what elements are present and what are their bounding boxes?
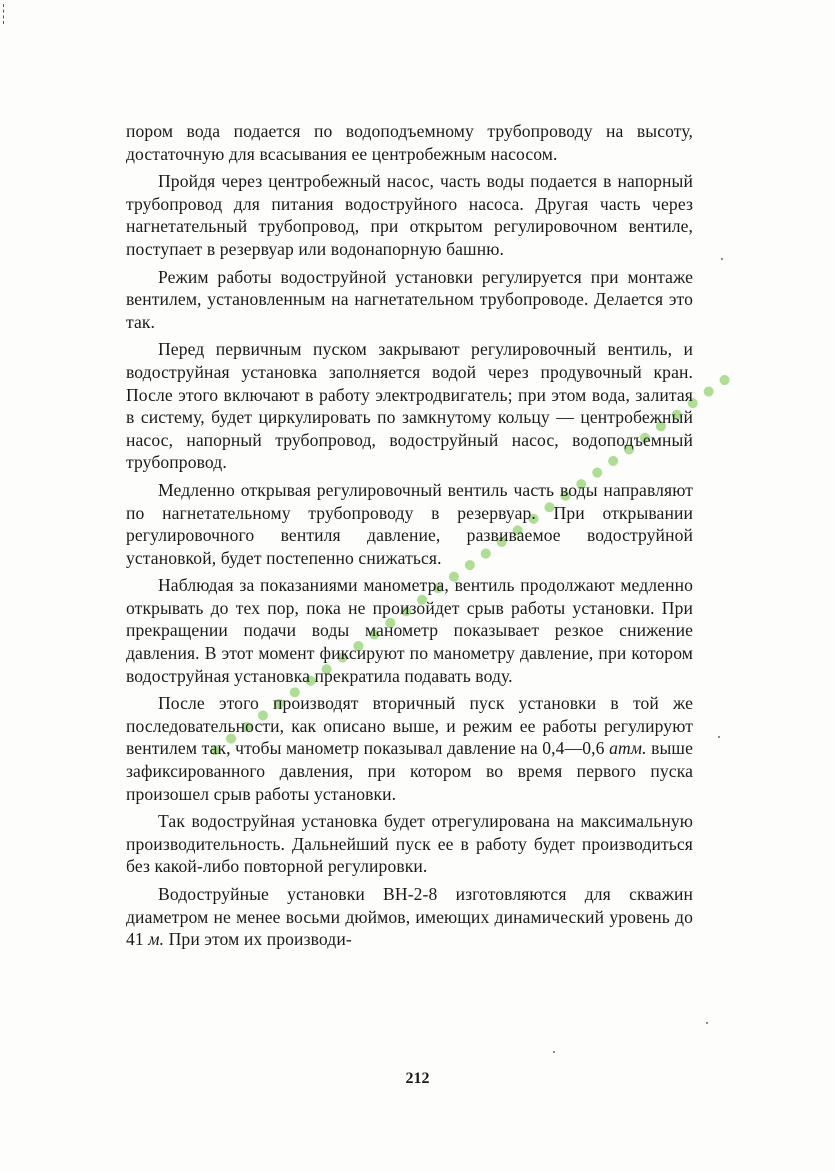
paragraph-2: Пройдя через центробежный насос, часть воды подается в напорный трубопровод для питания водоструйного насоса. Другая часть через нагнетательный трубопровод, при открытом регулировочном вентиле, поступает в резервуар или водонапорную башню. xyxy=(126,171,693,259)
page-number: 212 xyxy=(405,1070,430,1087)
scan-speck xyxy=(553,1051,555,1053)
paragraph-6: Наблюдая за показаниями манометра, вентиль продолжают медленно открывать до тех пор, пока не произойдет срыв работы установки. При прекращении подачи воды манометр показывает резкое снижение давления. В этот момент фиксируют по манометру давление, при котором водоструйная установка прекратила подавать воду. xyxy=(126,575,693,686)
paragraph-5: Медленно открывая регулировочный вентиль часть воды направляют по нагнетательному трубопроводу в резервуар. При открывании регулировочного вентиля давление, развиваемое водоструйной установкой, будет постепенно снижаться. xyxy=(126,479,693,568)
paragraph-1: пором вода подается по водоподъемному трубопроводу на высоту, достаточную для всасывания ее центробежным насосом. xyxy=(126,121,693,164)
paragraph-9-part-1: Водоструйные установки ВН-2-8 изготовляются для скважин диаметром не менее восьми дюймов, имеющих динамический уровень до 41 xyxy=(126,884,693,950)
body-text xyxy=(126,120,693,951)
paragraph-7-part-1: После этого производят вторичный пуск установки в той же последовательности, как описано выше, и режим ее работы регулируют вентилем так, чтобы манометр показывал давление на 0,4—0,6 xyxy=(126,693,693,759)
paragraph-8: Так водоструйная установка будет отрегулирована на максимальную производительность. Дальнейший пуск ее в работу будет производиться без какой-либо повторной регулировки. xyxy=(126,811,693,877)
paragraph-9-part-2: При этом их производи- xyxy=(164,929,352,950)
paragraph-4: Перед первичным пуском закрывают регулировочный вентиль, и водоструйная установка заполняется водой через продувочный кран. После этого включают в работу электродвигатель; при этом вода, залитая в систему, будет циркулировать по замкнутому кольцу — центробежный насос, напорный трубопровод, водоструйный насос, водоподъемный трубопровод. xyxy=(126,339,693,473)
paragraph-9 xyxy=(126,883,693,951)
paragraph-3: Режим работы водоструйной установки регулируется при монтаже вентилем, установленным на нагнетательном трубопроводе. Делается это так. xyxy=(126,266,693,332)
length-unit: м. xyxy=(148,929,165,950)
paragraph-7 xyxy=(126,692,693,805)
pressure-unit: атм. xyxy=(609,738,647,759)
scan-speck xyxy=(718,736,720,738)
scan-speck xyxy=(721,258,723,260)
scan-edge-mark xyxy=(3,4,5,24)
scan-speck xyxy=(706,1022,708,1024)
paragraph-7-part-2: выше зафиксированного давления, при котором во время первого пуска произошел срыв работы установки. xyxy=(126,738,693,804)
